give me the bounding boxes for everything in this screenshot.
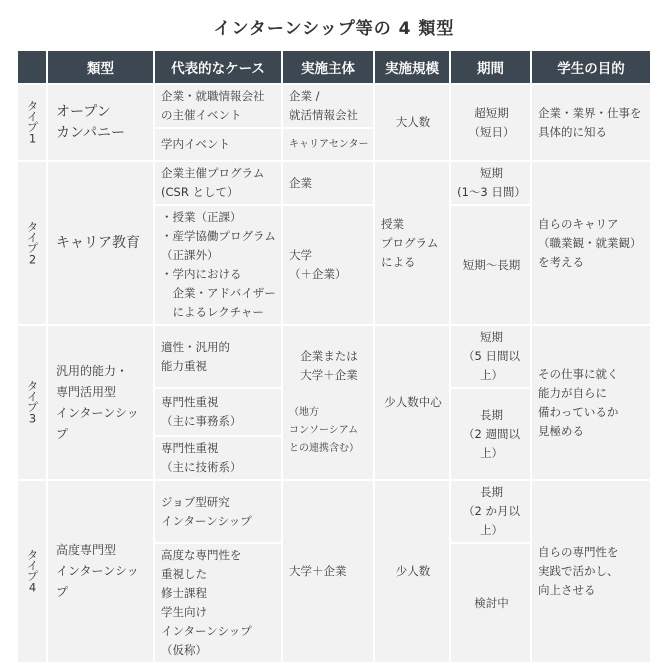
type-label: タイプ4 xyxy=(18,481,46,662)
period-cell: 検討中 xyxy=(451,544,530,662)
internship-types-table xyxy=(16,49,652,664)
case-cell: ・授業（正課） ・産学協働プログラム （正課外） ・学内における 企業・アドバイザー によるレクチャー xyxy=(155,206,281,324)
header-blank xyxy=(18,51,46,83)
period-cell: 超短期 （短日） xyxy=(451,85,530,160)
header-period: 期間 xyxy=(451,51,530,83)
period-cell: 短期〜長期 xyxy=(451,206,530,324)
actor-note: （地方 コンソーシアム との連携含む） xyxy=(289,407,359,454)
purpose-cell: 企業・業界・仕事を 具体的に知る xyxy=(532,85,650,160)
actor-cell: 大学 （＋企業） xyxy=(283,206,373,324)
case-cell: 企業主催プログラム (CSR として） xyxy=(155,162,281,204)
case-cell: 適性・汎用的 能力重視 xyxy=(155,326,281,387)
purpose-cell: 自らの専門性を 実践で活かし、 向上させる xyxy=(532,481,650,662)
header-cases: 代表的なケース xyxy=(155,51,281,83)
purpose-cell: 自らのキャリア （職業観・就業観） を考える xyxy=(532,162,650,324)
header-row xyxy=(18,51,650,83)
page-title: インターンシップ等の 4 類型 xyxy=(213,19,455,39)
type-label: タイプ2 xyxy=(18,162,46,324)
header-actor: 実施主体 xyxy=(283,51,373,83)
table-row xyxy=(18,481,650,542)
type-label: タイプ1 xyxy=(18,85,46,160)
scale-cell: 少人数 xyxy=(375,481,449,662)
case-cell: 企業・就職情報会社 の主催イベント xyxy=(155,85,281,127)
case-cell: 専門性重視 （主に事務系） xyxy=(155,389,281,435)
table-row xyxy=(18,162,650,204)
case-cell: 学内イベント xyxy=(155,129,281,160)
header-purpose: 学生の目的 xyxy=(532,51,650,83)
actor-cell: 企業 xyxy=(283,162,373,204)
period-cell: 短期 （5 日間以上） xyxy=(451,326,530,387)
actor-cell: 大学＋企業 xyxy=(283,481,373,662)
period-cell: 長期 （2 週間以上） xyxy=(451,389,530,479)
actor-cell: 企業 / 就活情報会社 xyxy=(283,85,373,127)
table-row xyxy=(18,85,650,127)
case-cell: ジョブ型研究 インターンシップ xyxy=(155,481,281,542)
header-scale: 実施規模 xyxy=(375,51,449,83)
period-cell: 長期 （2 か月以上） xyxy=(451,481,530,542)
header-type: 類型 xyxy=(48,51,153,83)
actor-main: 企業または 大学＋企業 xyxy=(300,349,358,382)
type-label: タイプ3 xyxy=(18,326,46,479)
case-cell: 高度な専門性を 重視した 修士課程 学生向け インターンシップ （仮称） xyxy=(155,544,281,662)
table-row xyxy=(18,326,650,387)
actor-cell: キャリアセンター xyxy=(283,129,373,160)
type-name: オープン カンパニー xyxy=(48,85,153,160)
actor-cell xyxy=(283,326,373,479)
scale-cell: 少人数中心 xyxy=(375,326,449,479)
scale-cell: 大人数 xyxy=(375,85,449,160)
purpose-cell: その仕事に就く 能力が自らに 備わっているか 見極める xyxy=(532,326,650,479)
case-cell: 専門性重視 （主に技術系） xyxy=(155,437,281,479)
type-name: 高度専門型 インターンシップ xyxy=(48,481,153,662)
scale-cell: 授業 プログラム による xyxy=(375,162,449,324)
type-name: キャリア教育 xyxy=(48,162,153,324)
period-cell: 短期 (1〜3 日間） xyxy=(451,162,530,204)
type-name: 汎用的能力・ 専門活用型 インターンシップ xyxy=(48,326,153,479)
